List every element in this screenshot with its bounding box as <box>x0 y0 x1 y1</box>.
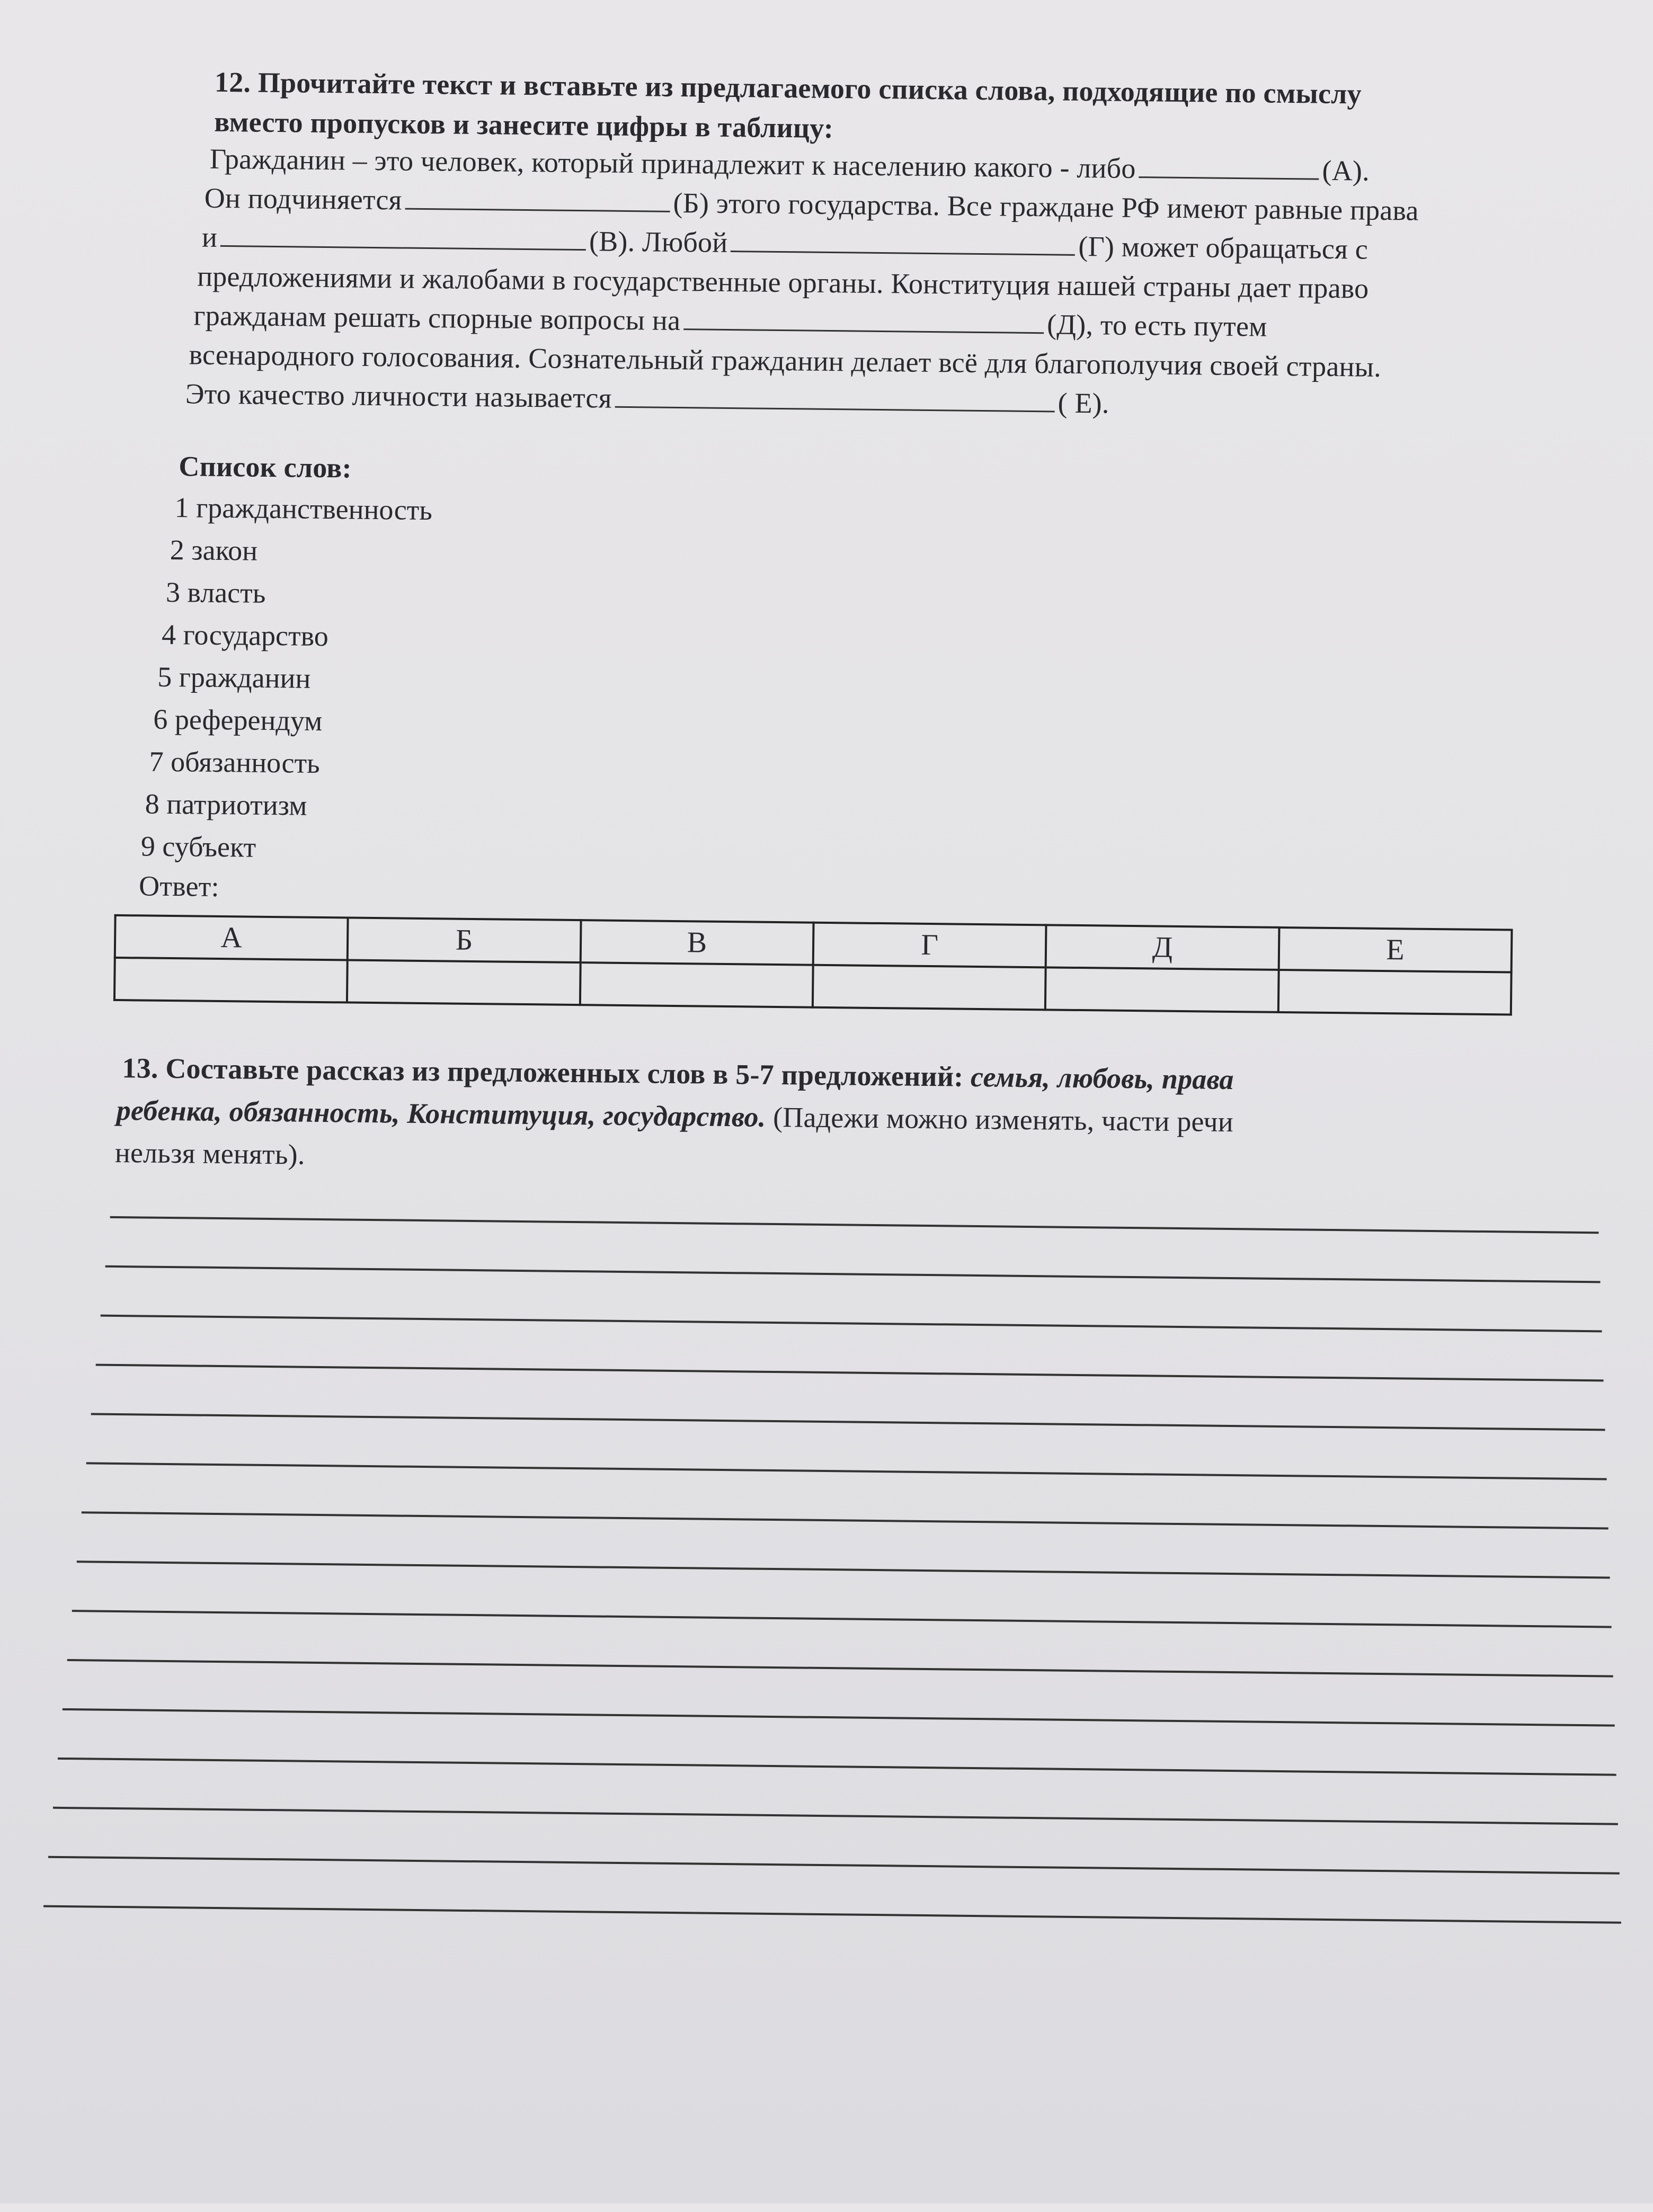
word-list-item: 4 государство <box>161 618 329 653</box>
paragraph-text: гражданам решать спорные вопросы на <box>193 299 681 337</box>
table-header-e: Е <box>1278 927 1512 973</box>
writing-line[interactable] <box>82 1511 1608 1529</box>
blank-v[interactable] <box>220 224 586 251</box>
paragraph-text: (Б) этого государства. Все граждане РФ имеют равные права <box>673 186 1419 227</box>
paragraph-text: и <box>201 221 218 253</box>
word-list-item: 3 власть <box>165 576 266 609</box>
answer-cell-e[interactable] <box>1278 970 1511 1015</box>
paragraph-text: ( Е). <box>1057 387 1109 420</box>
task-12-title-line-1: 12. Прочитайте текст и вставьте из предлагаемого списка слова, подходящие по смыслу <box>214 66 1362 110</box>
task-13-keywords: семья, любовь, права <box>970 1060 1234 1096</box>
table-header-g: Г <box>813 923 1046 968</box>
paragraph-text: (Д), то есть путем <box>1046 308 1267 343</box>
task-12-title-line-2: вместо пропусков и занесите цифры в таблицу: <box>214 105 834 145</box>
writing-line[interactable] <box>67 1659 1613 1678</box>
answer-cell-a[interactable] <box>114 958 348 1003</box>
paragraph-text: Гражданин – это человек, который принадлежит к населению какого - либо <box>209 142 1136 185</box>
writing-line[interactable] <box>53 1807 1618 1825</box>
word-list-heading: Список слов: <box>179 450 352 484</box>
word-list-item: 7 обязанность <box>149 745 321 779</box>
answer-cell-g[interactable] <box>813 965 1046 1010</box>
table-header-d: Д <box>1046 925 1279 970</box>
word-list-item: 5 гражданин <box>157 661 311 694</box>
word-list-item: 2 закон <box>170 533 258 567</box>
table-header-b: Б <box>348 918 581 963</box>
writing-line[interactable] <box>43 1905 1621 1924</box>
blank-e[interactable] <box>615 385 1055 413</box>
answer-cell-v[interactable] <box>580 962 813 1007</box>
table-header-v: В <box>580 920 813 965</box>
writing-line[interactable] <box>58 1758 1616 1776</box>
paragraph-text: (А). <box>1322 154 1370 187</box>
paragraph-text: всенародного голосования. Сознательный гражданин делает всё для благополучия своей страны. <box>189 338 1382 383</box>
word-list-item: 1 гражданственность <box>174 492 433 527</box>
writing-line[interactable] <box>110 1216 1599 1234</box>
task-13-note: нельзя менять). <box>114 1136 305 1171</box>
word-list-item: 9 субъект <box>140 830 256 863</box>
paragraph-text: (Г) может обращаться с <box>1078 230 1368 265</box>
blank-g[interactable] <box>731 229 1075 256</box>
task-12-title <box>214 63 1362 154</box>
answer-label: Ответ: <box>138 870 220 903</box>
task-13-keywords: ребенка, обязанность, Конституция, государство. <box>116 1094 766 1133</box>
word-list-item: 6 референдум <box>153 703 323 737</box>
blank-a[interactable] <box>1139 155 1319 180</box>
paragraph-text: Он подчиняется <box>204 182 402 216</box>
writing-line[interactable] <box>105 1265 1601 1283</box>
answer-table <box>113 914 1513 1016</box>
answer-cell-d[interactable] <box>1045 967 1278 1012</box>
writing-line[interactable] <box>91 1413 1605 1431</box>
writing-line[interactable] <box>101 1315 1602 1333</box>
writing-line[interactable] <box>72 1610 1612 1628</box>
word-list-item: 8 патриотизм <box>145 788 307 822</box>
task-13-title: 13. Составьте рассказ из предложенных слов в 5-7 предложений: <box>122 1052 971 1093</box>
table-header-a: А <box>115 915 348 960</box>
paragraph-text: (В). Любой <box>589 225 728 258</box>
task-13-prompt <box>114 1047 1234 1185</box>
writing-line[interactable] <box>96 1364 1604 1382</box>
answer-cell-b[interactable] <box>347 960 580 1005</box>
task-13-note: (Падежи можно изменять, части речи <box>766 1101 1234 1138</box>
writing-line[interactable] <box>63 1708 1615 1727</box>
blank-b[interactable] <box>405 187 670 212</box>
writing-line[interactable] <box>86 1462 1607 1480</box>
blank-d[interactable] <box>683 307 1044 334</box>
writing-line[interactable] <box>48 1856 1620 1875</box>
paragraph-text: Это качество личности называется <box>185 378 612 414</box>
paragraph-text: предложениями и жалобами в государственные органы. Конституция нашей страны дает право <box>197 260 1369 305</box>
writing-line[interactable] <box>77 1560 1610 1578</box>
task-12-paragraph <box>185 139 1419 426</box>
